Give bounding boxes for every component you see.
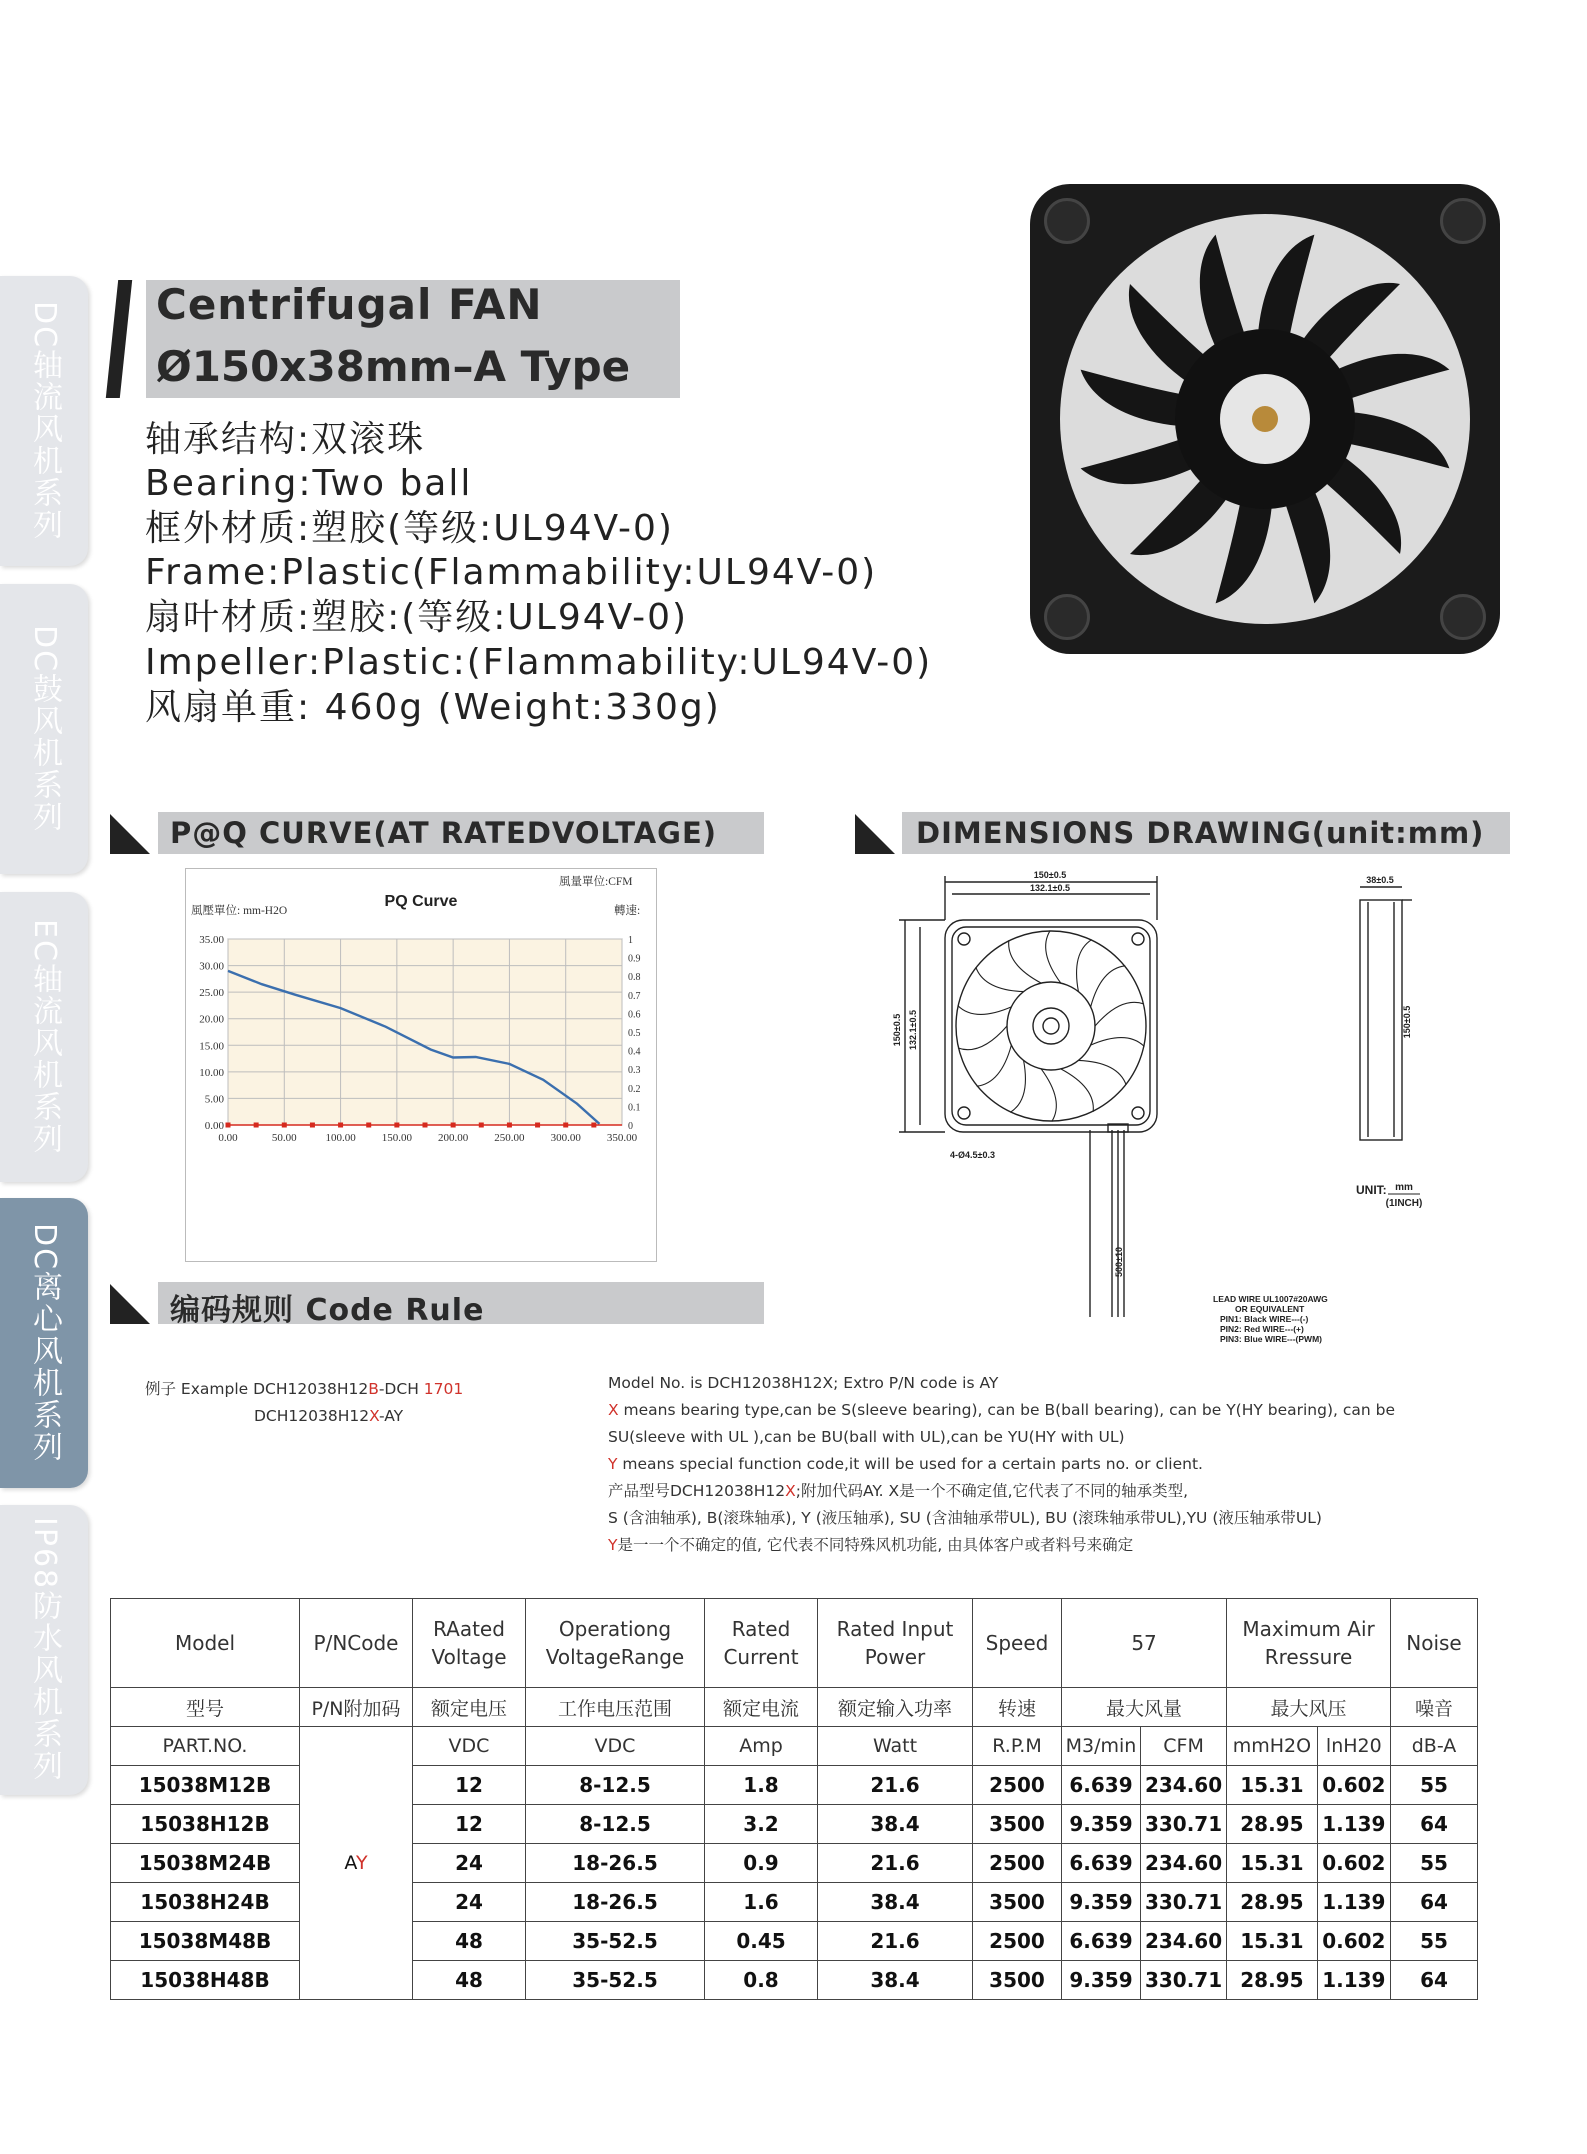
pq-chart-svg xyxy=(186,869,656,1261)
spec-line: Bearing:Two ball xyxy=(145,463,473,504)
code-rule-text: means special function code,it will be used for a certain parts no. or client. xyxy=(617,1455,1203,1473)
table-cell: 15.31 xyxy=(1227,1766,1318,1805)
table-cell: 28.95 xyxy=(1227,1883,1318,1922)
table-cell: 38.4 xyxy=(818,1883,973,1922)
table-unit-cell: CFM xyxy=(1140,1727,1226,1766)
table-cell: 6.639 xyxy=(1062,1844,1141,1883)
table-cell: 234.60 xyxy=(1140,1922,1226,1961)
unit-inch: (1INCH) xyxy=(1385,1198,1423,1209)
side-tab-dc-blower[interactable] xyxy=(0,584,88,874)
y2-tick-label: 0.7 xyxy=(628,990,641,1002)
table-cell: 6.639 xyxy=(1062,1766,1141,1805)
product-title: Centrifugal FAN xyxy=(156,280,543,329)
chart-title: PQ Curve xyxy=(384,893,458,910)
table-header-cell: RAated Voltage xyxy=(413,1599,526,1688)
table-cell: 1.139 xyxy=(1317,1883,1390,1922)
y-tick-label: 0.00 xyxy=(204,1120,224,1132)
table-cell: 234.60 xyxy=(1140,1766,1226,1805)
section-marker xyxy=(855,814,895,854)
table-unit-cell: M3/min xyxy=(1062,1727,1141,1766)
table-unit-cell: dB-A xyxy=(1391,1727,1478,1766)
drawing-blade xyxy=(1080,964,1134,1007)
y2-tick-label: 0.4 xyxy=(628,1046,641,1058)
x-tick-label: 0.00 xyxy=(218,1132,238,1144)
pn-code-cell xyxy=(300,1727,413,2000)
pn-code-a: A xyxy=(344,1852,356,1874)
code-rule-text: ;附加代码AY. X是一个不确定值,它代表了不同的轴承类型, xyxy=(795,1482,1189,1500)
pn-code-y: Y xyxy=(355,1852,368,1874)
table-cell: 3500 xyxy=(973,1805,1062,1844)
table-cell: 21.6 xyxy=(818,1922,973,1961)
table-cell: 9.359 xyxy=(1062,1805,1141,1844)
side-tab-dc-centrifugal[interactable] xyxy=(0,1198,88,1488)
table-cell: 0.602 xyxy=(1317,1766,1390,1805)
spec-line: 框外材质:塑胶(等级:UL94V-0) xyxy=(145,508,674,549)
code-header xyxy=(158,1282,764,1328)
table-unit-cell: VDC xyxy=(413,1727,526,1766)
drawing-blade xyxy=(1095,1002,1144,1026)
table-unit-cell: PART.NO. xyxy=(111,1727,300,1766)
table-unit-cell: mmH2O xyxy=(1227,1727,1318,1766)
table-unit-cell: Amp xyxy=(705,1727,818,1766)
dimensions-drawing xyxy=(890,862,1423,1352)
table-header-cell: Noise xyxy=(1391,1599,1478,1688)
table-cell: 0.602 xyxy=(1317,1922,1390,1961)
table-cell: 28.95 xyxy=(1227,1961,1318,2000)
x-tick-label: 250.00 xyxy=(494,1132,525,1144)
hub-outline xyxy=(1007,982,1095,1070)
dim-hole-label: 4-Ø4.5±0.3 xyxy=(950,1150,995,1160)
table-cell: 18-26.5 xyxy=(526,1883,705,1922)
table-cell: 64 xyxy=(1391,1805,1478,1844)
table-header-cell: Speed xyxy=(973,1599,1062,1688)
x-tick-label: 200.00 xyxy=(438,1132,469,1144)
table-cell: 12 xyxy=(413,1766,526,1805)
table-cell: 8-12.5 xyxy=(526,1805,705,1844)
x-tick-label: 100.00 xyxy=(325,1132,356,1144)
side-tab-ip68[interactable] xyxy=(0,1505,88,1795)
side-tab-label: IP68防水风机系列 xyxy=(27,1517,62,1783)
spec-line: 轴承结构:双滚珠 xyxy=(145,419,426,460)
table-cell: 3500 xyxy=(973,1883,1062,1922)
dims-header xyxy=(902,812,1510,854)
table-unit-cell: lnH20 xyxy=(1317,1727,1390,1766)
code-rule-line xyxy=(608,1397,1395,1424)
table-cell: 2500 xyxy=(973,1766,1062,1805)
x-tick-label: 300.00 xyxy=(550,1132,581,1144)
table-header-cell: 型号 xyxy=(111,1688,300,1727)
x-tick-label: 350.00 xyxy=(606,1132,638,1144)
table-cell: 1.6 xyxy=(705,1883,818,1922)
section-marker xyxy=(110,814,150,854)
table-header-cell: 最大风压 xyxy=(1227,1688,1391,1727)
dim-150-vertical: 150±0.5 xyxy=(892,1013,902,1047)
dim-150-label: 150±0.5 xyxy=(1033,870,1067,880)
example-text: 例子 Example DCH12038H12 xyxy=(145,1380,369,1398)
spec-line: 扇叶材质:塑胶:(等级:UL94V-0) xyxy=(145,597,689,638)
table-cell: 28.95 xyxy=(1227,1805,1318,1844)
table-cell: 0.45 xyxy=(705,1922,818,1961)
table-cell: 1.8 xyxy=(705,1766,818,1805)
side-view-outline xyxy=(1360,900,1402,1140)
table-cell: 1.139 xyxy=(1317,1961,1390,2000)
drawing-blade xyxy=(957,986,1011,1029)
example-text: DCH12038H12 xyxy=(254,1407,370,1425)
code-rule-highlight: Y xyxy=(608,1536,618,1554)
y-tick-label: 35.00 xyxy=(199,934,224,946)
y2-tick-label: 0.3 xyxy=(628,1065,641,1077)
unit-mm: mm xyxy=(1395,1182,1413,1193)
table-cell: 12 xyxy=(413,1805,526,1844)
dim-len-label: 500±10 xyxy=(1114,1247,1124,1277)
table-cell: 38.4 xyxy=(818,1961,973,2000)
table-cell: 15038M12B xyxy=(111,1766,300,1805)
fan-product-image xyxy=(1030,184,1500,654)
x-tick-label: 150.00 xyxy=(381,1132,412,1144)
spec-line: 风扇单重: 460g (Weight:330g) xyxy=(145,687,721,728)
table-cell: 1.139 xyxy=(1317,1805,1390,1844)
y-tick-label: 10.00 xyxy=(199,1066,224,1079)
x-tick-label: 50.00 xyxy=(271,1132,297,1144)
fan-shaft xyxy=(1252,406,1278,432)
code-rule-text: Model No. is DCH12038H12X; Extro P/N code is AY xyxy=(608,1374,999,1392)
unit-label: UNIT: xyxy=(1356,1183,1387,1197)
table-cell: 9.359 xyxy=(1062,1883,1141,1922)
example-text: -AY xyxy=(378,1407,404,1425)
table-cell: 48 xyxy=(413,1922,526,1961)
dims-header-label: DIMENSIONS DRAWING(unit:mm) xyxy=(916,816,1485,850)
plot-area xyxy=(228,939,622,1125)
table-header-cell: 最大风量 xyxy=(1062,1688,1227,1727)
table-cell: 24 xyxy=(413,1883,526,1922)
table-header-cell: P/NCode xyxy=(300,1599,413,1688)
table-header-cell: P/N附加码 xyxy=(300,1688,413,1727)
table-header-cell: Rated Current xyxy=(705,1599,818,1688)
code-rule-text: 是一一个不确定的值, 它代表不同特殊风机功能, 由具体客户或者料号来确定 xyxy=(617,1536,1134,1554)
table-header-cell: Rated Input Power xyxy=(818,1599,973,1688)
table-cell: 64 xyxy=(1391,1883,1478,1922)
table-unit-cell: VDC xyxy=(526,1727,705,1766)
frame-inner xyxy=(952,927,1150,1125)
table-cell: 0.9 xyxy=(705,1844,818,1883)
table-unit-row xyxy=(111,1727,1478,1766)
table-cell: 55 xyxy=(1391,1844,1478,1883)
example-highlight: X xyxy=(369,1407,379,1425)
code-rule-text: 产品型号DCH12038H12 xyxy=(608,1482,786,1500)
table-cell: 64 xyxy=(1391,1961,1478,2000)
table-cell: 18-26.5 xyxy=(526,1844,705,1883)
table-cell: 0.602 xyxy=(1317,1844,1390,1883)
side-tab-ec-axial[interactable] xyxy=(0,892,88,1182)
spec-line: Frame:Plastic(Flammability:UL94V-0) xyxy=(145,552,878,593)
table-header-cell: 额定电流 xyxy=(705,1688,818,1727)
y-tick-label: 25.00 xyxy=(199,987,224,1000)
y2-tick-label: 0.8 xyxy=(628,972,641,984)
table-unit-cell: Watt xyxy=(818,1727,973,1766)
code-rule-text: S (含油轴承), B(滚珠轴承), Y (液压轴承), SU (含油轴承带UL), BU (滚珠轴承带UL),YU (液压轴承带UL) xyxy=(608,1509,1322,1527)
code-rule-line xyxy=(608,1505,1322,1532)
y2-tick-label: 1 xyxy=(628,935,633,946)
code-rule-line xyxy=(608,1370,998,1397)
y2-tick-label: 0.5 xyxy=(628,1028,641,1039)
drawing-blade xyxy=(993,1060,1042,1113)
lead-wire-line: PIN2: Red WIRE---(+) xyxy=(1220,1324,1304,1334)
table-header-cell: 转速 xyxy=(973,1688,1062,1727)
table-header-cell: Operationg VoltageRange xyxy=(526,1599,705,1688)
table-header-cell: Model xyxy=(111,1599,300,1688)
dim-1321-vertical: 132.1±0.5 xyxy=(908,1010,918,1050)
table-cell: 2500 xyxy=(973,1922,1062,1961)
title-accent-bar xyxy=(106,280,132,398)
code-rule-text: means bearing type,can be S(sleeve bearing), can be B(ball bearing), can be Y(HY bearing), can be xyxy=(618,1401,1396,1419)
y-tick-label: 30.00 xyxy=(199,960,224,973)
table-cell: 38.4 xyxy=(818,1805,973,1844)
drawing-blade xyxy=(1007,935,1041,988)
table-cell: 0.8 xyxy=(705,1961,818,2000)
table-header-cell: 额定电压 xyxy=(413,1688,526,1727)
code-example-2 xyxy=(254,1403,403,1430)
table-header-row-cn xyxy=(111,1688,1478,1727)
table-cell: 35-52.5 xyxy=(526,1922,705,1961)
section-marker xyxy=(110,1284,150,1324)
table-cell: 35-52.5 xyxy=(526,1961,705,2000)
pq-header-label: P@Q CURVE(AT RATEDVOLTAGE) xyxy=(170,816,718,850)
code-rule-text: SU(sleeve with UL ),can be BU(ball with UL),can be YU(HY with UL) xyxy=(608,1428,1125,1446)
code-rule-highlight: Y xyxy=(608,1455,618,1473)
table-cell: 330.71 xyxy=(1140,1805,1226,1844)
drawing-blade xyxy=(958,1026,1007,1050)
product-subtitle: Ø150x38mm–A Type xyxy=(156,342,631,391)
table-cell: 234.60 xyxy=(1140,1844,1226,1883)
table-cell: 24 xyxy=(413,1844,526,1883)
drawing-blade xyxy=(967,1045,1021,1088)
lead-wire-line: PIN3: Blue WIRE---(PWM) xyxy=(1220,1334,1322,1344)
drawing-blade xyxy=(1030,1069,1064,1122)
code-rule-highlight: X xyxy=(608,1401,619,1419)
table-cell: 15038H48B xyxy=(111,1961,300,2000)
drawing-blade xyxy=(1091,1024,1145,1067)
table-header-row xyxy=(111,1599,1478,1688)
fan-opening-outline xyxy=(956,931,1146,1121)
table-cell: 15.31 xyxy=(1227,1922,1318,1961)
dim-side-vertical: 150±0.5 xyxy=(1402,1005,1412,1039)
code-rule-line xyxy=(608,1451,1203,1478)
table-cell: 15038M48B xyxy=(111,1922,300,1961)
table-cell: 330.71 xyxy=(1140,1961,1226,2000)
side-tab-label: DC轴流风机系列 xyxy=(27,300,62,542)
code-rule-line xyxy=(608,1532,1133,1559)
lead-wire-line: LEAD WIRE UL1007#20AWG xyxy=(1213,1294,1328,1304)
drawing-blade xyxy=(1061,1064,1095,1117)
spec-line: Impeller:Plastic:(Flammability:UL94V-0) xyxy=(145,642,933,683)
spec-table xyxy=(110,1598,1478,2000)
code-rule-highlight: X xyxy=(785,1482,796,1500)
lead-wire-line: OR EQUIVALENT xyxy=(1235,1304,1305,1314)
example-highlight: 1701 xyxy=(423,1380,464,1398)
y2-tick-label: 0.9 xyxy=(628,953,641,965)
table-cell: 8-12.5 xyxy=(526,1766,705,1805)
y2-tick-label: 0.6 xyxy=(628,1009,641,1021)
pq-chart xyxy=(185,868,657,1262)
dim-1321-label: 132.1±0.5 xyxy=(1030,883,1070,893)
y-tick-label: 20.00 xyxy=(199,1013,224,1026)
table-cell: 9.359 xyxy=(1062,1961,1141,2000)
y-tick-label: 15.00 xyxy=(199,1040,224,1053)
table-cell: 3.2 xyxy=(705,1805,818,1844)
table-header-cell: Maximum Air Rressure xyxy=(1227,1599,1391,1688)
table-cell: 15038H12B xyxy=(111,1805,300,1844)
code-rule-line xyxy=(608,1478,1188,1505)
example-highlight: B xyxy=(368,1380,379,1398)
title-block xyxy=(146,280,680,398)
table-cell: 21.6 xyxy=(818,1844,973,1883)
side-tab-label: EC轴流风机系列 xyxy=(27,919,62,1155)
table-cell: 15038H24B xyxy=(111,1883,300,1922)
drawing-blade xyxy=(1060,939,1109,992)
example-text: -DCH xyxy=(378,1380,424,1398)
code-rule-line xyxy=(608,1424,1125,1451)
table-header-cell: 57 xyxy=(1062,1599,1227,1688)
side-tab-label: DC鼓风机系列 xyxy=(27,624,62,834)
chart-ylabel: 風壓單位: mm-H2O xyxy=(191,905,288,917)
chart-right-label: 轉速: xyxy=(614,905,641,917)
table-cell: 15038M24B xyxy=(111,1844,300,1883)
code-header-label: 编码规则 Code Rule xyxy=(170,1293,485,1328)
code-example-1 xyxy=(145,1376,463,1403)
table-header-cell: 噪音 xyxy=(1391,1688,1478,1727)
chart-right-top-label: 風量單位:CFM xyxy=(559,876,633,888)
y2-tick-label: 0.2 xyxy=(628,1083,641,1095)
y2-tick-label: 0.1 xyxy=(628,1102,641,1114)
table-cell: 55 xyxy=(1391,1766,1478,1805)
table-header-cell: 额定输入功率 xyxy=(818,1688,973,1727)
drawing-blade xyxy=(1038,930,1072,983)
table-cell: 48 xyxy=(413,1961,526,2000)
frame-outline xyxy=(945,920,1157,1132)
pq-header xyxy=(158,812,764,854)
table-cell: 330.71 xyxy=(1140,1883,1226,1922)
table-header-cell: 工作电压范围 xyxy=(526,1688,705,1727)
table-cell: 2500 xyxy=(973,1844,1062,1883)
lead-wire-line: PIN1: Black WIRE---(-) xyxy=(1220,1314,1309,1324)
table-cell: 6.639 xyxy=(1062,1922,1141,1961)
side-tab-label: DC离心风机系列 xyxy=(27,1222,62,1464)
table-cell: 15.31 xyxy=(1227,1844,1318,1883)
side-tab-dc-axial[interactable] xyxy=(0,276,88,566)
table-cell: 55 xyxy=(1391,1922,1478,1961)
y-tick-label: 5.00 xyxy=(204,1093,224,1106)
table-unit-cell: R.P.M xyxy=(973,1727,1062,1766)
dim-38-label: 38±0.5 xyxy=(1366,875,1394,885)
table-cell: 21.6 xyxy=(818,1766,973,1805)
y2-tick-label: 0 xyxy=(628,1121,633,1132)
table-cell: 3500 xyxy=(973,1961,1062,2000)
